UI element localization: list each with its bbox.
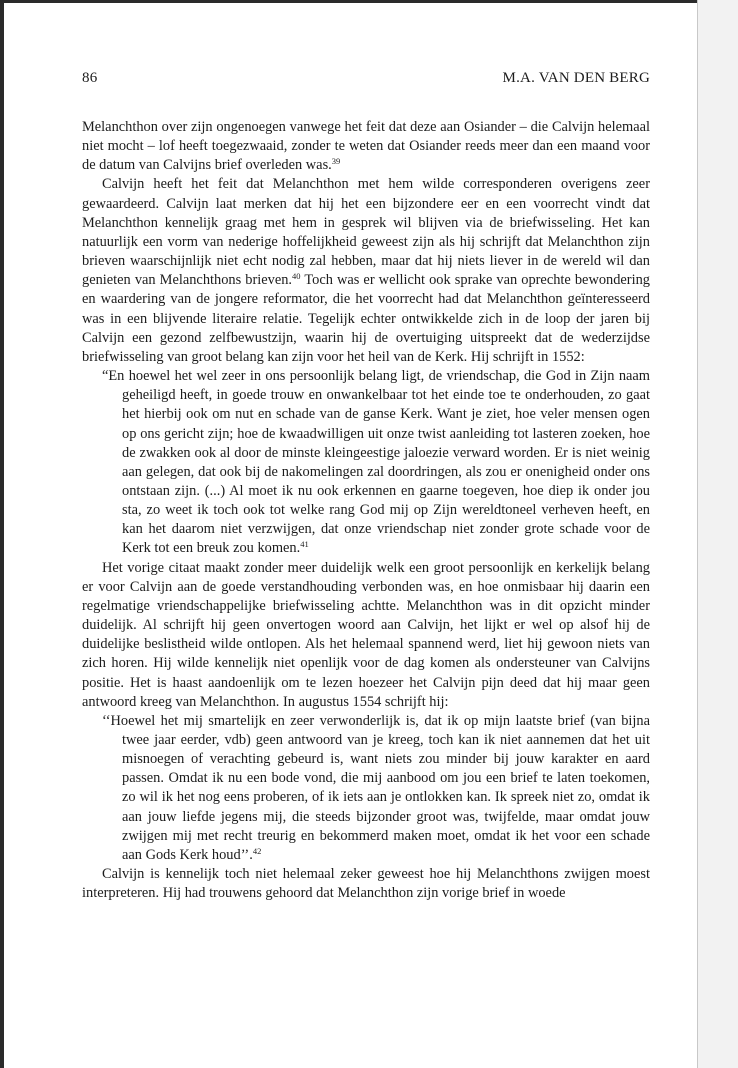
paragraph-2 — [82, 175, 650, 367]
paragraph-4 — [82, 865, 650, 903]
block-quote-1-text: “En hoewel het wel zeer in ons persoonlijk belang ligt, de vriendschap, die God in Zijn naam geheiligd heeft, in goede trouw en onwankelbaar tot het einde toe te onderhouden, zo gaat het hierbij ook om nut en schade van de ganse Kerk. Want je ziet, hoe veler mensen ogen op ons gericht zijn; hoe de kwaadwilligen uit onze twist aanleiding tot lasteren zoeken, hoe de zwakken ook al door de minste kleingeestige jaloezie verward worden. Er is niet weinig aan gelegen, dat ook bij de nakomelingen zal doordringen, als zou er onenigheid onder ons ontstaan zijn. (...) Al moet ik nu ook erkennen en gaarne toegeven, hoe diep ik onder jou sta, zo weet ik toch ook tot welke rang God mij op Zijn wereldtoneel verheven heeft, en kan het daarom niet verzwijgen, dat onze vriendschap niet zonder grote schade voor de Kerk tot een breuk zou komen. — [102, 368, 650, 557]
running-head-author: M.A. VAN DEN BERG — [502, 70, 650, 86]
scan-border-top — [0, 0, 738, 3]
block-quote-2-text: ‘‘Hoewel het mij smartelijk en zeer verwonderlijk is, dat ik op mijn laatste brief (van bijna twee jaar eerder, vdb) geen antwoord van je kreeg, toch kan ik niet aannemen dat het uit misnoegen of verachting gebeurd is, want niets zou minder bij jouw karakter en aard passen. Omdat ik nu een bode vond, die mij aanbood om jou een brief te laten toekomen, zo wil ik het nog eens proberen, of ik iets aan je ontlokken kan. Ik spreek niet zo, omdat ik aan jouw liefde jegens mij, die steeds bijzonder groot was, twijfelde, maar omdat jouw zwijgen mij met recht treurig en bekommerd maken moet, omdat ik het voor een schade aan Gods Kerk houd’’. — [102, 712, 650, 863]
footnote-ref-42: 42 — [252, 845, 262, 856]
paragraph-3-text: Het vorige citaat maakt zonder meer duidelijk welk een groot persoonlijk en kerkelijk belang er voor Calvijn aan de goede verstandhouding verbonden was, en hoe onmisbaar hij daarin een regelmatige vriendschappelijke briefwisseling achtte. Melanchthon was in dit opzicht minder duidelijk. Al schrijft hij geen onvertogen woord aan Calvijn, het lijkt er wel op alsof hij de duidelijke beslistheid wilde ontlopen. Als het helemaal spannend werd, liet hij gewoon niets van zich horen. Hij wilde kennelijk niet openlijk voor de dag komen als ondersteuner van Calvijns positie. Het is haast aandoenlijk om te lezen hoezeer het Calvijn pijn deed dat hij maar geen antwoord kreeg van Melanchthon. In augustus 1554 schrijft hij: — [82, 559, 650, 710]
footnote-ref-40: 40 — [292, 271, 301, 282]
footnote-ref-39: 39 — [331, 156, 341, 167]
paragraph-4-text: Calvijn is kennelijk toch niet helemaal zeker geweest hoe hij Melanchthons zwijgen moest interpreteren. Hij had trouwens gehoord dat Melanchthon zijn vorige brief in woede — [82, 866, 650, 902]
footnote-ref-41: 41 — [300, 539, 309, 550]
page-number: 86 — [82, 70, 98, 86]
scan-border-right — [697, 0, 698, 1068]
running-head — [82, 70, 650, 90]
paragraph-2-text-b: Toch was er wellicht ook sprake van oprechte bewondering en waardering van de jongere reformator, die het voorrecht had dat Melanchthon geïnteresseerd was in een blijvende literaire relatie. Tegelijk echter ontwikkelde zich in de loop der jaren bij Calvijn een gezond zelfbewustzijn, waarin hij de overtuiging uitspreekt dat de wederzijdse briefwisseling van groot belang kan zijn voor het heil van de Kerk. Hij schrijft in 1552: — [82, 272, 650, 365]
block-quote-1 — [102, 367, 650, 559]
paragraph-1-text: Melanchthon over zijn ongenoegen vanwege het feit dat deze aan Osiander – die Calvijn helemaal niet mocht – lof heeft toegezwaaid, zonder te weten dat Osiander reeds meer dan een maand voor de datum van Calvijns brief overleden was. — [82, 119, 650, 174]
scan-margin-right — [698, 0, 738, 1068]
scan-border-left — [0, 0, 4, 1068]
block-quote-2 — [102, 712, 650, 865]
paragraph-2-text-a: Calvijn heeft het feit dat Melanchthon met hem wilde corresponderen overigens zeer gewaardeerd. Calvijn laat merken dat hij het een bijzondere eer en een voorrecht vindt dat Melanchthon kennelijk graag met hem in gesprek wil blijven via de briefwisseling. Het kan natuurlijk een vorm van nederige hoffelijkheid geweest zijn als hij schrijft dat Melanchthon zijn brieven waarschijnlijk niet echt nodig zal hebben, maar dat hij niets liever in de wereld wil dan genieten van Melanchthons brieven. — [82, 176, 650, 289]
paragraph-1 — [82, 118, 650, 175]
body-text — [82, 118, 650, 903]
book-page — [82, 70, 650, 903]
paragraph-3 — [82, 559, 650, 712]
